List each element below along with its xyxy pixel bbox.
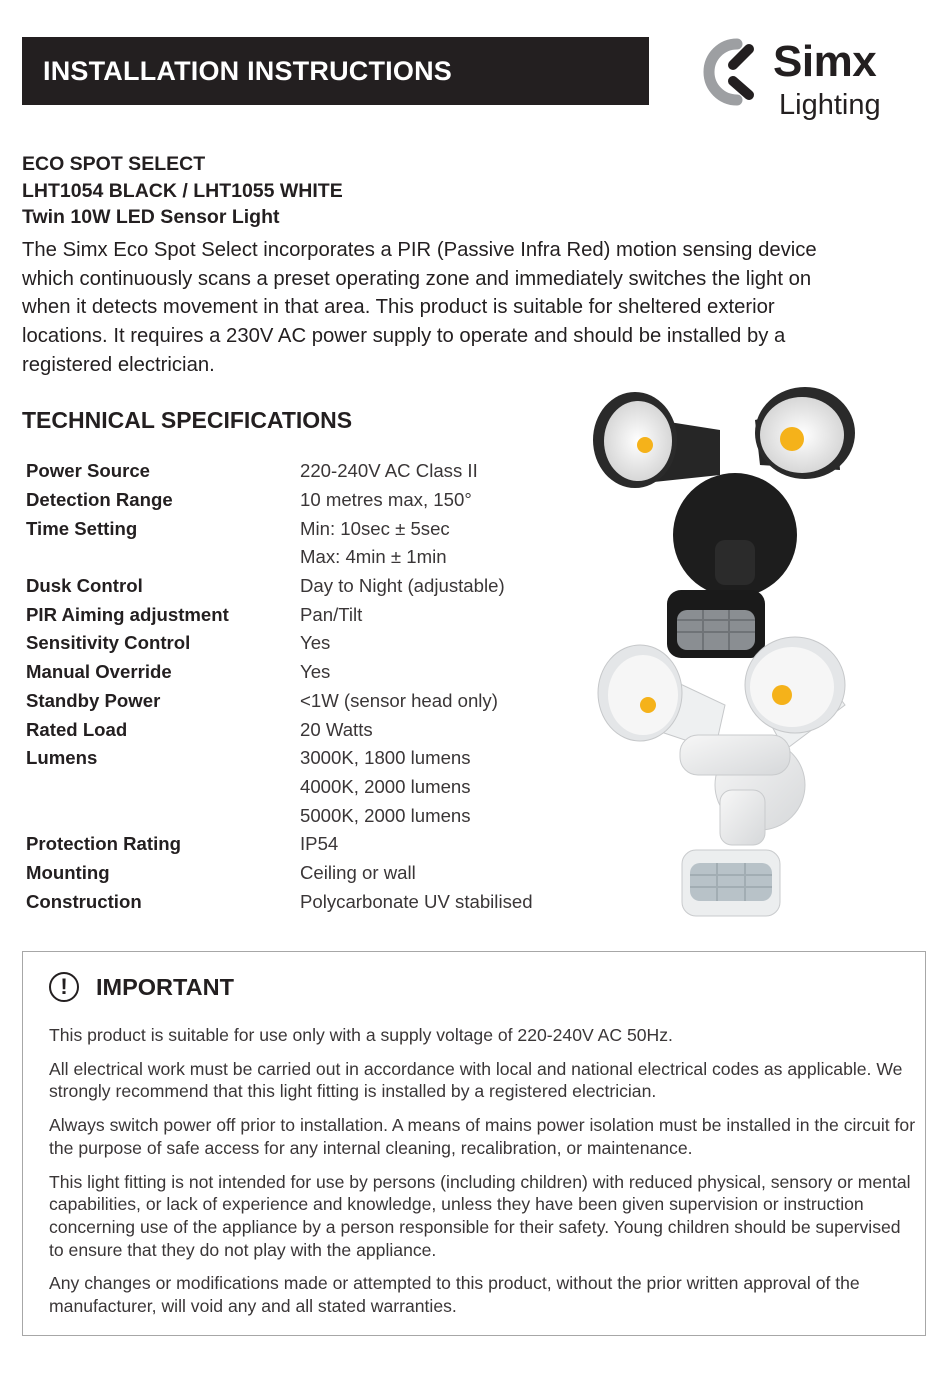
important-notice-box <box>22 951 926 1336</box>
important-paragraph: This product is suitable for use only with a supply voltage of 220-240V AC 50Hz. <box>49 1025 673 1045</box>
specs-title: TECHNICAL SPECIFICATIONS <box>22 407 353 433</box>
spec-row <box>26 801 533 830</box>
spec-label: Manual Override <box>26 661 172 683</box>
spec-row <box>26 514 533 543</box>
spec-label: Time Setting <box>26 517 138 539</box>
important-paragraph: This light fitting is not intended for use by persons (including children) with reduced physical, sensory or mental capabilities, or lack of experience and knowledge, unless they have been given supervision or instruction concerning use of the appliance by a person responsible for their safety. Young children should be supervised to ensure that they do not play with the appliance. <box>49 1171 911 1260</box>
spec-label: Dusk Control <box>26 575 143 597</box>
simx-logo <box>693 33 913 125</box>
spec-label: Sensitivity Control <box>26 632 191 654</box>
spec-label <box>26 801 300 830</box>
spec-row <box>26 457 533 486</box>
specs-table <box>26 457 533 916</box>
spec-value: 220-240V AC Class II <box>300 460 478 482</box>
spec-row <box>26 543 533 572</box>
spec-value: <1W (sensor head only) <box>300 689 498 711</box>
spec-row <box>26 744 533 773</box>
spec-row <box>26 486 533 515</box>
spec-label <box>26 773 300 802</box>
spec-label: PIR Aiming adjustment <box>26 603 229 625</box>
document-title: INSTALLATION INSTRUCTIONS <box>43 55 452 86</box>
spec-row <box>26 715 533 744</box>
spec-value: 20 Watts <box>300 718 373 740</box>
spec-label <box>26 543 300 572</box>
spec-label: Protection Rating <box>26 833 181 855</box>
product-name: ECO SPOT SELECT <box>22 153 206 175</box>
spec-value: Polycarbonate UV stabilised <box>300 890 533 912</box>
brand-subtitle: Lighting <box>779 89 881 121</box>
spec-value: Ceiling or wall <box>300 861 416 883</box>
spec-row <box>26 859 533 888</box>
important-title: IMPORTANT <box>96 973 234 1000</box>
spec-value: Yes <box>300 632 331 654</box>
spec-value: Pan/Tilt <box>300 603 363 625</box>
white-fitting-image <box>598 637 845 916</box>
spec-label: Lumens <box>26 747 98 769</box>
important-header <box>49 972 234 1002</box>
spec-value: Min: 10sec ± 5sec <box>300 517 450 539</box>
spec-row <box>26 658 533 687</box>
spec-label: Detection Range <box>26 489 173 511</box>
product-heading <box>22 151 343 231</box>
spec-label: Mounting <box>26 861 110 883</box>
spec-value: 5000K, 2000 lumens <box>300 804 471 826</box>
product-type: Twin 10W LED Sensor Light <box>22 206 280 228</box>
spec-row <box>26 830 533 859</box>
spec-label: Rated Load <box>26 718 128 740</box>
spec-row <box>26 600 533 629</box>
brand-name: Simx <box>773 37 877 86</box>
important-paragraph: Always switch power off prior to installation. A means of mains power isolation must be installed in the circuit for the purpose of safe access for any internal cleaning, recalibration, or maintenance. <box>49 1115 916 1158</box>
spec-value: 4000K, 2000 lumens <box>300 775 471 797</box>
spec-label: Standby Power <box>26 689 161 711</box>
spec-row <box>26 687 533 716</box>
important-paragraph: All electrical work must be carried out in accordance with local and national electrical codes as applicable. We strongly recommend that this light fitting is installed by a registered electrician. <box>49 1058 903 1102</box>
spec-row <box>26 887 533 916</box>
spec-value: IP54 <box>300 833 339 855</box>
exclamation-icon: ! <box>49 972 79 1002</box>
spec-value: Day to Night (adjustable) <box>300 575 505 597</box>
spec-value: Max: 4min ± 1min <box>300 546 447 568</box>
black-fitting-image <box>593 387 855 658</box>
product-codes: LHT1054 BLACK / LHT1055 WHITE <box>22 179 343 202</box>
important-paragraph: Any changes or modifications made or attempted to this product, without the prior written approval of the manufacturer, will void any and all stated warranties. <box>49 1273 860 1317</box>
spec-row <box>26 629 533 658</box>
spec-value: 3000K, 1800 lumens <box>300 747 471 769</box>
spec-label: Power Source <box>26 460 151 482</box>
spec-value: Yes <box>300 661 331 683</box>
important-paragraphs <box>49 1024 919 1329</box>
product-photo <box>585 375 865 920</box>
spec-row <box>26 572 533 601</box>
spec-label: Construction <box>26 890 142 912</box>
spec-row <box>26 773 533 802</box>
product-description: The Simx Eco Spot Select incorporates a PIR (Passive Infra Red) motion sensing device which continuously scans a preset operating zone and immediately switches the light on when it detects movement in that area. This product is suitable for sheltered exterior locations. It requires a 230V AC power supply to operate and should be installed by a registered electrician. <box>22 239 817 376</box>
simx-logo-mark-icon <box>693 37 763 109</box>
spec-value: 10 metres max, 150° <box>300 489 472 511</box>
header-bar <box>22 37 649 105</box>
